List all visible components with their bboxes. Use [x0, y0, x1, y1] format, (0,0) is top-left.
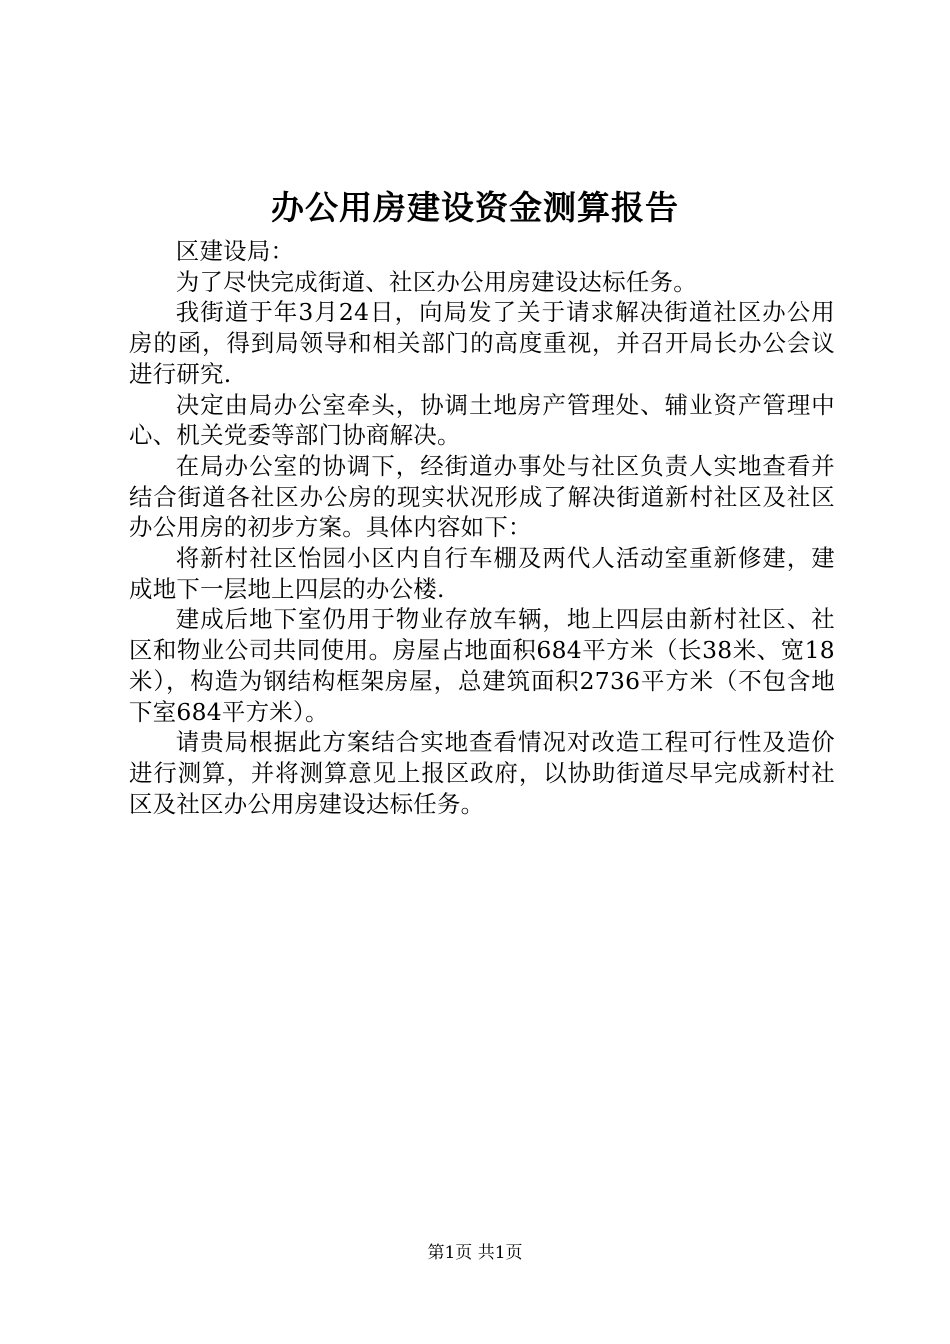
salutation: 区建设局：	[175, 237, 295, 265]
page-footer: 第1页 共1页	[427, 1243, 523, 1263]
paragraph: 为了尽快完成街道、社区办公用房建设达标任务。	[175, 267, 697, 296]
paragraph: 在局办公室的协调下，经街道办事处与社区负责人实地查看并结合街道各社区办公房的现实状况形成了解决街道新村社区及社区办公用房的初步方案。具体内容如下：	[129, 451, 835, 542]
document-body	[129, 236, 835, 819]
paragraph: 建成后地下室仍用于物业存放车辆，地上四层由新村社区、社区和物业公司共同使用。房屋占地面积684平方米（长38米、宽18米），构造为钢结构框架房屋，总建筑面积2736平方米（不包含地下室684平方米）。	[129, 605, 835, 726]
paragraph: 将新村社区怡园小区内自行车棚及两代人活动室重新修建，建成地下一层地上四层的办公楼.	[129, 544, 835, 603]
document-title: 办公用房建设资金测算报告	[271, 188, 679, 227]
paragraph: 决定由局办公室牵头，协调土地房产管理处、辅业资产管理中心、机关党委等部门协商解决。	[129, 390, 835, 450]
paragraph: 我街道于年3月24日，向局发了关于请求解决街道社区办公用房的函，得到局领导和相关部门的高度重视，并召开局长办公会议进行研究.	[129, 298, 835, 388]
paragraph: 请贵局根据此方案结合实地查看情况对改造工程可行性及造价进行测算，并将测算意见上报区政府，以协助街道尽早完成新村社区及社区办公用房建设达标任务。	[129, 728, 835, 818]
